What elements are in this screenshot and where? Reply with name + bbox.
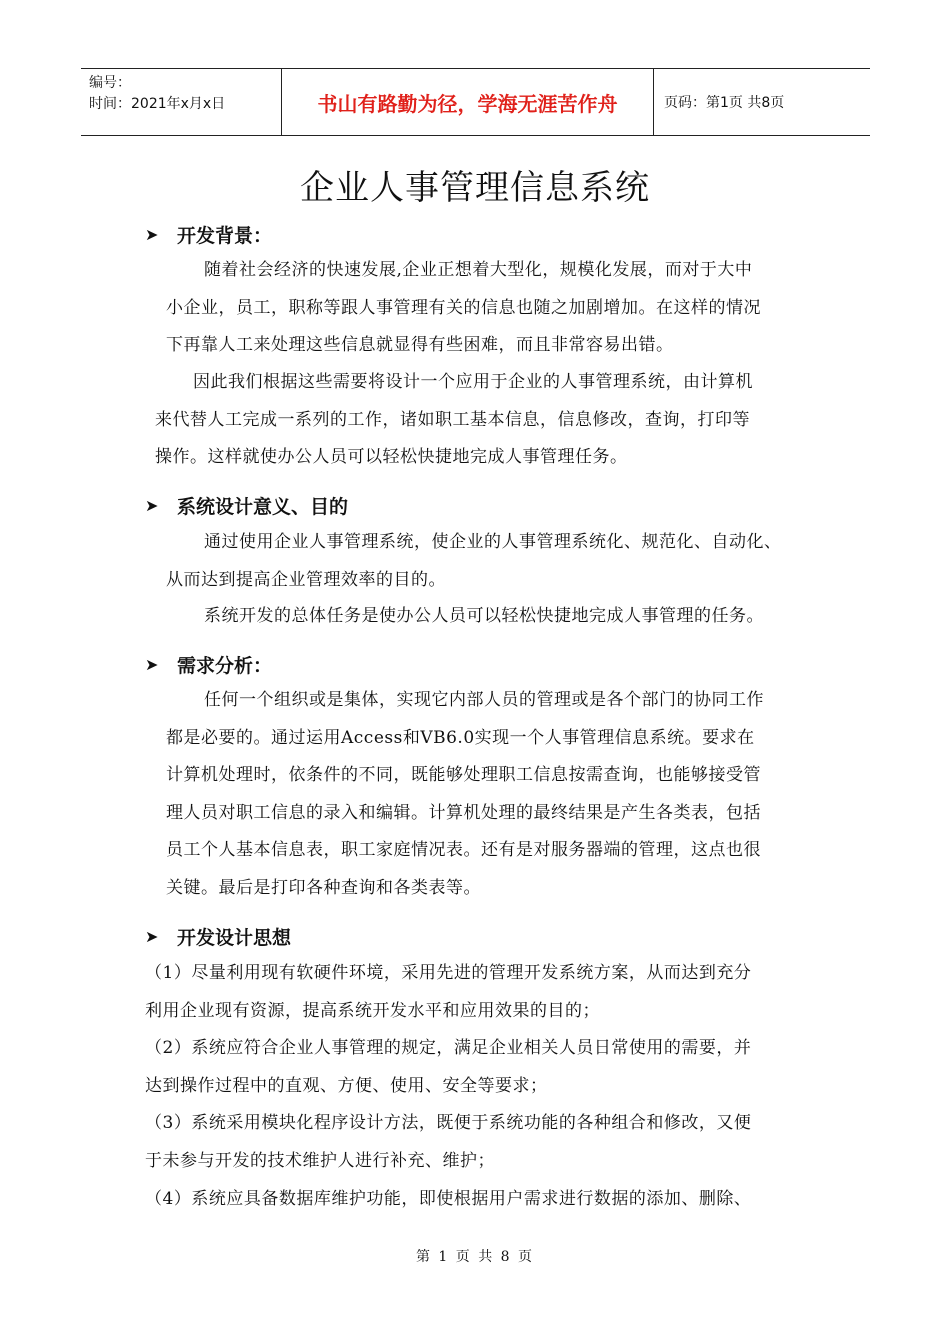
section-heading-text: 开发设计思想 [177,927,292,949]
text-line: 来代替人工完成一系列的工作，诸如职工基本信息，信息修改，查询，打印等 [155,409,750,430]
text-line: 下再靠人工来处理这些信息就显得有些困难，而且非常容易出错。 [166,335,674,356]
arrow-bullet-icon: ➤ [145,927,159,946]
list-design-principles [145,955,751,1218]
arrow-bullet-icon: ➤ [145,496,159,515]
section-heading-design [145,923,291,950]
section-heading-text: 开发背景： [177,225,273,247]
number-label: 编号： [89,75,131,91]
header-page-info: 页码：第1页 共8页 [664,95,785,111]
text-line: 操作。这样就使办公人员可以轻松快捷地完成人事管理任务。 [155,447,628,468]
text-line: 都是必要的。通过运用Access和VB6.0实现一个人事管理信息系统。要求在 [166,727,755,748]
paragraph-requirements-1 [166,682,764,908]
text-line: 系统开发的总体任务是使办公人员可以轻松快捷地完成人事管理的任务。 [204,606,764,626]
arrow-bullet-icon: ➤ [145,225,159,244]
list-item: 达到操作过程中的直观、方便、使用、安全等要求； [145,1075,548,1096]
text-line: 从而达到提高企业管理效率的目的。 [166,569,446,590]
paragraph-background-2 [155,364,753,477]
list-item: （3）系统采用模块化程序设计方法，既便于系统功能的各种组合和修改，又便 [145,1113,752,1134]
time-label: 时间：2021年x月x日 [89,96,226,112]
list-item: 利用企业现有资源，提高系统开发水平和应用效果的目的； [145,1000,600,1021]
list-item: 于未参与开发的技术维护人进行补充、维护； [145,1150,495,1171]
header-motto: 书山有路勤为径，学海无涯苦作舟 [282,69,654,135]
page-footer: 第 1 页 共 8 页 [415,1249,535,1265]
section-heading-background [145,221,272,248]
text-line: 关键。最后是打印各种查询和各类表等。 [166,877,481,898]
section-heading-text: 需求分析： [177,655,273,677]
arrow-bullet-icon: ➤ [145,655,159,674]
section-heading-text: 系统设计意义、目的 [177,496,349,518]
paragraph-purpose-2 [166,598,764,636]
text-line: 理人员对职工信息的录入和编辑。计算机处理的最终结果是产生各类表，包括 [166,802,761,823]
text-line: 员工个人基本信息表，职工家庭情况表。还有是对服务器端的管理，这点也很 [166,840,761,861]
page-header [81,68,870,136]
list-item: （4）系统应具备数据库维护功能，即使根据用户需求进行数据的添加、删除、 [145,1188,752,1209]
text-line: 通过使用企业人事管理系统，使企业的人事管理系统化、规范化、自动化、 [204,532,782,552]
section-heading-purpose [145,492,348,519]
text-line: 因此我们根据这些需要将设计一个应用于企业的人事管理系统，由计算机 [193,372,753,392]
section-heading-requirements [145,651,272,678]
text-line: 任何一个组织或是集体，实现它内部人员的管理或是各个部门的协同工作 [204,690,764,710]
header-meta [81,69,282,135]
paragraph-purpose-1 [166,524,782,599]
text-line: 随着社会经济的快速发展,企业正想着大型化，规模化发展，而对于大中 [204,260,753,280]
document-title: 企业人事管理信息系统 [300,168,650,208]
text-line: 计算机处理时，依条件的不同，既能够处理职工信息按需查询，也能够接受管 [166,765,761,786]
paragraph-background-1 [166,252,761,365]
list-item: （2）系统应符合企业人事管理的规定，满足企业相关人员日常使用的需要，并 [145,1038,752,1059]
list-item: （1）尽量利用现有软硬件环境，采用先进的管理开发系统方案，从而达到充分 [145,963,752,983]
text-line: 小企业，员工，职称等跟人事管理有关的信息也随之加剧增加。在这样的情况 [166,297,761,318]
